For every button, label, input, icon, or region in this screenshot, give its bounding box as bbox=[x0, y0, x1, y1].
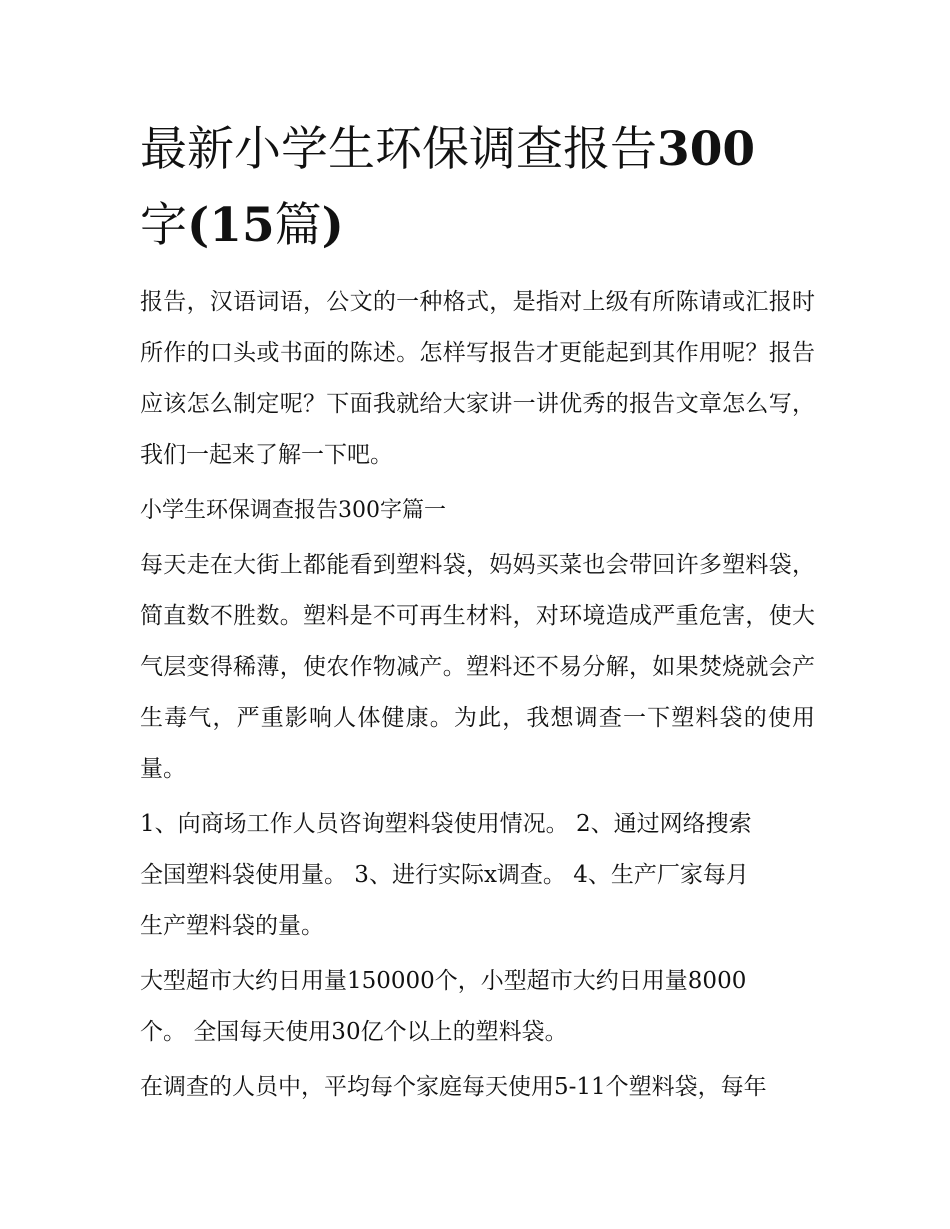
methods-paragraph bbox=[140, 799, 815, 952]
document-page bbox=[140, 112, 815, 1117]
title-line-2: 字(15篇) bbox=[140, 198, 344, 253]
usage-line-1: 大型超市大约日用量150000个，小型超市大约日用量8000 bbox=[140, 968, 747, 994]
methods-line-2: 全国塑料袋使用量。 3、进行实际x调查。 4、生产厂家每月 bbox=[140, 862, 749, 888]
methods-line-1: 1、向商场工作人员咨询塑料袋使用情况。 2、通过网络搜索 bbox=[140, 811, 752, 837]
usage-line-2: 个。 全国每天使用30亿个以上的塑料袋。 bbox=[140, 1019, 568, 1045]
document-title bbox=[140, 112, 815, 264]
section-heading: 小学生环保调查报告300字篇一 bbox=[140, 498, 446, 523]
usage-paragraph bbox=[140, 956, 815, 1058]
methods-line-3: 生产塑料袋的量。 bbox=[140, 913, 324, 939]
title-line-1: 最新小学生环保调查报告300 bbox=[140, 122, 756, 177]
intro-paragraph: 报告，汉语词语，公文的一种格式，是指对上级有所陈请或汇报时所作的口头或书面的陈述。怎样写报告才更能起到其作用呢？报告应该怎么制定呢？下面我就给大家讲一讲优秀的报告文章怎么写，我们一起来了解一下吧。 bbox=[140, 289, 815, 468]
household-paragraph: 在调查的人员中，平均每个家庭每天使用5-11个塑料袋，每年 bbox=[140, 1074, 767, 1100]
background-paragraph: 每天走在大街上都能看到塑料袋，妈妈买菜也会带回许多塑料袋，简直数不胜数。塑料是不可再生材料，对环境造成严重危害，使大气层变得稀薄，使农作物减产。塑料还不易分解，如果焚烧就会产生毒气，严重影响人体健康。为此，我想调查一下塑料袋的使用量。 bbox=[140, 552, 815, 782]
